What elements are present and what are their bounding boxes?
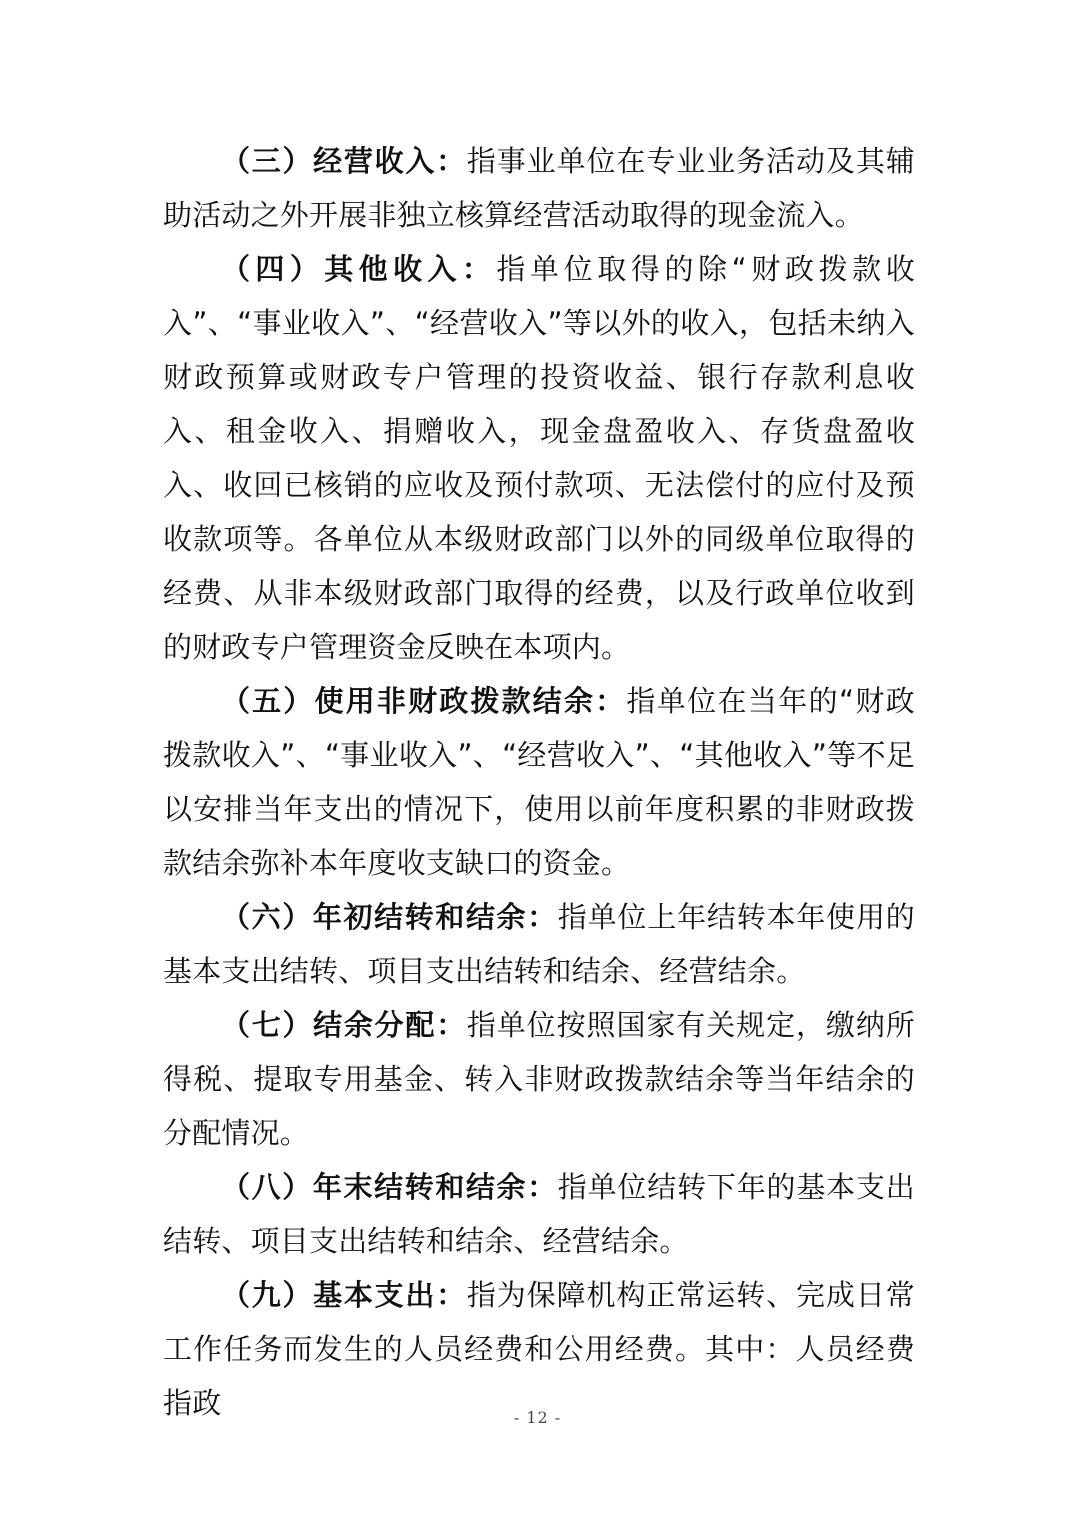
- paragraph-other-income: [163, 242, 915, 674]
- term-balance-distribution: （七）结余分配：: [221, 1008, 467, 1042]
- definition-operating-income: 指事业单位在专业业务活动及其辅助活动之外开展非独立核算经营活动取得的现金流入。: [163, 144, 915, 232]
- term-closing-carryover: （八）年末结转和结余：: [221, 1170, 558, 1204]
- paragraph-non-fiscal-balance-use: [163, 674, 915, 890]
- definition-opening-carryover: 指单位上年结转本年使用的基本支出结转、项目支出结转和结余、经营结余。: [163, 900, 915, 988]
- term-basic-expenditure: （九）基本支出：: [221, 1278, 467, 1312]
- term-non-fiscal-balance-use: （五）使用非财政拨款结余：: [221, 684, 627, 718]
- definition-other-income: 指单位取得的除“财政拨款收入”、“事业收入”、“经营收入”等以外的收入，包括未纳入财政预算或财政专户管理的投资收益、银行存款利息收入、租金收入、捐赠收入，现金盘盈收入、存货盘盈收入、收回已核销的应收及预付款项、无法偿付的应付及预收款项等。各单位从本级财政部门以外的同级单位取得的经费、从非本级财政部门取得的经费，以及行政单位收到的财政专户管理资金反映在本项内。: [163, 252, 915, 664]
- definition-non-fiscal-balance-use: 指单位在当年的“财政拨款收入”、“事业收入”、“经营收入”、“其他收入”等不足以安排当年支出的情况下，使用以前年度积累的非财政拨款结余弥补本年度收支缺口的资金。: [163, 684, 915, 880]
- paragraph-basic-expenditure: [163, 1268, 915, 1430]
- term-other-income: （四）其他收入：: [221, 252, 497, 286]
- definition-closing-carryover: 指单位结转下年的基本支出结转、项目支出结转和结余、经营结余。: [163, 1170, 915, 1258]
- paragraph-operating-income: [163, 134, 915, 242]
- paragraph-opening-carryover: [163, 890, 915, 998]
- term-operating-income: （三）经营收入：: [221, 144, 467, 178]
- term-opening-carryover: （六）年初结转和结余：: [221, 900, 558, 934]
- paragraph-closing-carryover: [163, 1160, 915, 1268]
- definition-basic-expenditure: 指为保障机构正常运转、完成日常工作任务而发生的人员经费和公用经费。其中：人员经费指政: [163, 1278, 915, 1420]
- paragraph-balance-distribution: [163, 998, 915, 1160]
- document-body: [163, 134, 915, 1430]
- page-number: - 12 -: [513, 1408, 562, 1427]
- definition-balance-distribution: 指单位按照国家有关规定，缴纳所得税、提取专用基金、转入非财政拨款结余等当年结余的分配情况。: [163, 1008, 915, 1150]
